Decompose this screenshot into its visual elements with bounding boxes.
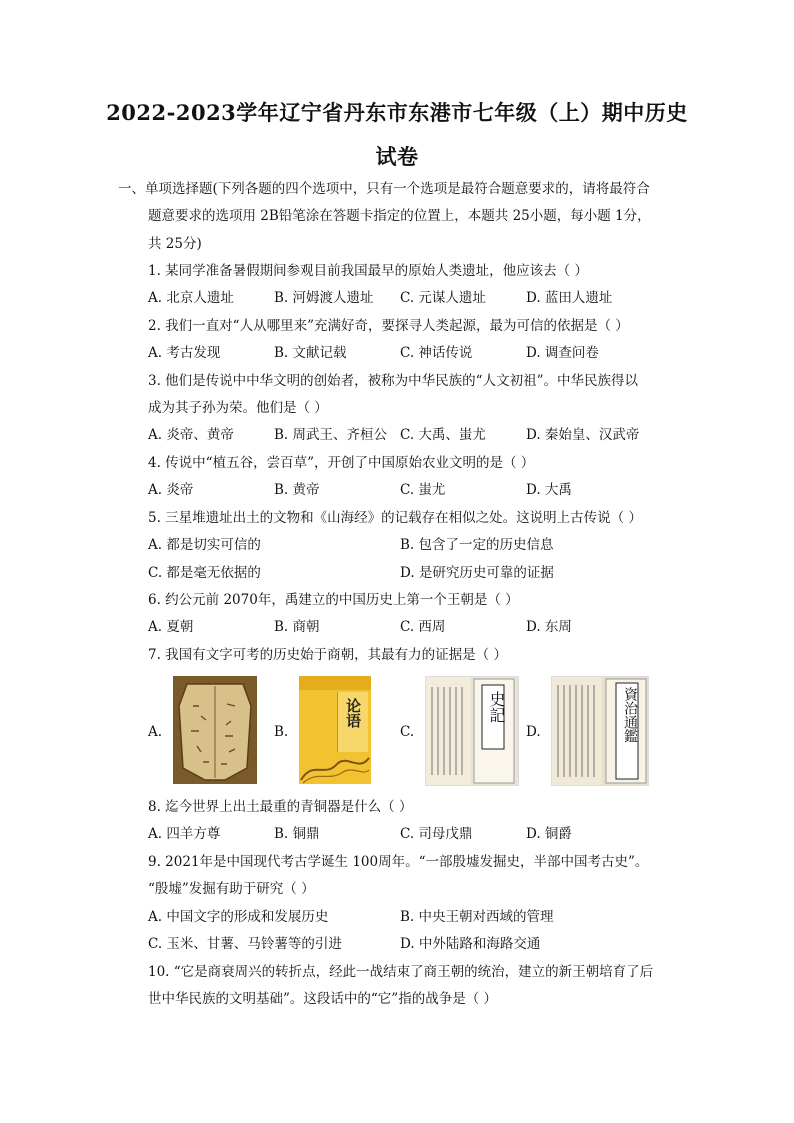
question-8-option-d: D. 铜爵 [526,826,572,842]
shiji-title: 史記 [487,691,506,723]
question-8-stem: 8. 迄今世界上出土最重的青铜器是什么（ ） [148,799,413,815]
question-3-option-a: A. 炎帝、黄帝 [148,427,234,443]
shiji-book-image [425,676,519,786]
question-5-option-b: B. 包含了一定的历史信息 [400,537,554,553]
question-7-option-c: C. [400,724,415,740]
lunyu-book-cover [299,676,371,784]
question-4-option-d: D. 大禹 [526,482,572,498]
question-2-option-b: B. 文献记载 [274,345,347,361]
oracle-bone-image [173,676,257,784]
question-3-option-d: D. 秦始皇、汉武帝 [526,427,640,443]
exam-title-line2: 试卷 [375,144,419,169]
question-5-option-a: A. 都是切实可信的 [148,537,261,553]
question-7-option-a: A. [148,724,163,740]
question-7-stem: 7. 我国有文字可考的历史始于商朝，其最有力的证据是（ ） [148,647,507,663]
question-9-stem: 9. 2021年是中国现代考古学诞生 100周年。“一部殷墟发掘史，半部中国考古史”。 [148,854,649,870]
question-8-option-c: C. 司母戊鼎 [400,826,473,842]
question-4-option-a: A. 炎帝 [148,482,194,498]
question-9-stem-cont: “殷墟”发掘有助于研究（ ） [148,881,315,897]
question-4-stem: 4. 传说中“植五谷，尝百草”，开创了中国原始农业文明的是（ ） [148,455,535,471]
question-3-option-b: B. 周武王、齐桓公 [274,427,388,443]
question-5-option-d: D. 是研究历史可靠的证据 [400,565,554,581]
question-8-option-b: B. 铜鼎 [274,826,320,842]
question-6-stem: 6. 约公元前 2070年，禹建立的中国历史上第一个王朝是（ ） [148,592,519,608]
question-9-option-a: A. 中国文字的形成和发展历史 [148,909,329,925]
section-instructions-end: 共 25分) [148,236,202,252]
question-1-stem: 1. 某同学准备暑假期间参观目前我国最早的原始人类遗址，他应该去（ ） [148,263,588,279]
zizhitongjian-book-image [551,676,649,786]
question-1-option-c: C. 元谋人遗址 [400,290,486,306]
question-3-stem: 3. 他们是传说中中华文明的创始者，被称为中华民族的“人文初祖”。中华民族得以 [148,373,638,389]
question-10-stem-cont: 世中华民族的文明基础”。这段话中的“它”指的战争是（ ） [148,991,497,1007]
question-1-option-b: B. 河姆渡人遗址 [274,290,374,306]
question-2-option-a: A. 考古发现 [148,345,221,361]
zizhitongjian-title: 資治通鑑 [622,687,638,743]
question-9-option-b: B. 中央王朝对西域的管理 [400,909,554,925]
question-3-option-c: C. 大禹、蚩尤 [400,427,486,443]
question-1-option-a: A. 北京人遗址 [148,290,234,306]
question-6-option-c: C. 西周 [400,619,446,635]
question-3-stem-cont: 成为其子孙为荣。他们是（ ） [148,400,328,416]
question-9-option-d: D. 中外陆路和海路交通 [400,936,541,952]
question-4-option-b: B. 黄帝 [274,482,320,498]
question-6-option-b: B. 商朝 [274,619,320,635]
exam-title-line1: 2022-2023学年辽宁省丹东市东港市七年级（上）期中历史 [106,100,688,125]
question-2-option-d: D. 调查问卷 [526,345,599,361]
question-5-option-c: C. 都是毫无依据的 [148,565,261,581]
question-2-stem: 2. 我们一直对“人从哪里来”充满好奇，要探寻人类起源，最为可信的依据是（ ） [148,318,629,334]
question-7-option-d: D. [526,724,541,740]
question-6-option-d: D. 东周 [526,619,572,635]
question-1-option-d: D. 蓝田人遗址 [526,290,613,306]
question-6-option-a: A. 夏朝 [148,619,194,635]
question-10-stem: 10. “它是商衰周兴的转折点，经此一战结束了商王朝的统治，建立的新王朝培育了后 [148,964,654,980]
question-7-option-b: B. [274,724,289,740]
question-8-option-a: A. 四羊方尊 [148,826,221,842]
question-2-option-c: C. 神话传说 [400,345,473,361]
question-5-stem: 5. 三星堆遗址出土的文物和《山海经》的记载存在相似之处。这说明上古传说（ ） [148,510,642,526]
question-4-option-c: C. 蚩尤 [400,482,446,498]
question-9-option-c: C. 玉米、甘薯、马铃薯等的引进 [148,936,342,952]
section-heading: 一、单项选择题(下列各题的四个选项中，只有一个选项是最符合题意要求的，请将最符合 [118,181,650,197]
section-instructions: 题意要求的选项用 2B铅笔涂在答题卡指定的位置上，本题共 25小题，每小题 1分， [148,208,651,224]
lunyu-title: 论语 [344,698,362,728]
